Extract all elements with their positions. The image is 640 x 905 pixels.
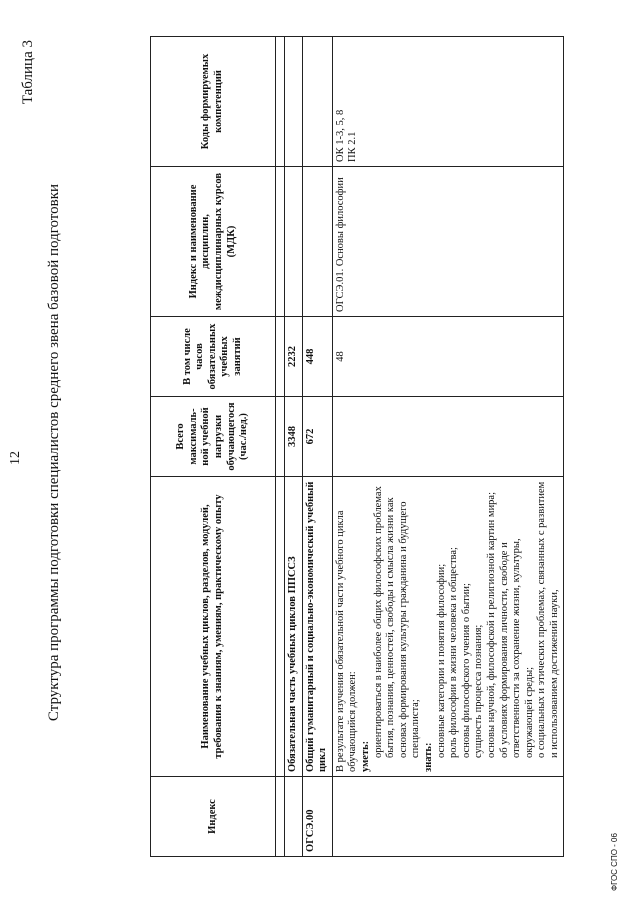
header-mandatory-hours: В том числе часов обязательных учебных занятий: [151, 317, 276, 397]
ogse-hours: 448: [302, 317, 332, 397]
document-title: Структура программы подготовки специалистов среднего звена базовой подготовки: [46, 183, 62, 722]
ogse-max: 672: [302, 397, 332, 477]
table-row: [302, 37, 332, 857]
header-row: [151, 37, 276, 857]
header-discipline: Индекс и наименование дисциплин, междисциплинарных курсов (МДК): [151, 167, 276, 317]
mandatory-part-name: Обязательная часть учебных циклов ППССЗ: [285, 477, 303, 777]
header-codes: Коды формируемых компетенций: [151, 37, 276, 167]
ogse-name: Общий гуманитарный и социально-экономический учебный цикл: [302, 477, 332, 777]
requirement-line: о социальных и этических проблемах, связанных с развитием и использованием достижений науки,: [536, 481, 560, 758]
requirement-line: основы научной, философской и религиозной картин мира;: [485, 491, 497, 758]
requirement-line: об условиях формирования личности, свободе и ответственности за сохранение жизни, культуры, окружающей среды;: [498, 538, 535, 758]
table-row: [285, 37, 303, 857]
requirement-line: ориентироваться в наиболее общих философских проблемах бытия, познания, ценностей, свободы и смысла жизни как основах формирования культуры гражданина и будущего специалиста;: [372, 486, 422, 758]
mandatory-part-hours: 2232: [285, 317, 303, 397]
header-index: Индекс: [151, 777, 276, 857]
philosophy-hours: 48: [332, 317, 564, 397]
codes-line: ПК 2.1: [347, 131, 359, 162]
philosophy-codes: [332, 37, 564, 167]
requirement-line: роль философии в жизни человека и общества;: [448, 547, 460, 758]
footer-code: ФГОС СПО - 06: [610, 833, 619, 891]
requirement-line: основные категории и понятия философии;: [435, 563, 447, 758]
table-label: Таблица 3: [20, 40, 36, 105]
requirement-line: уметь:: [359, 740, 371, 772]
curriculum-table: [150, 36, 564, 857]
header-max-load: Всего максималь-ной учебной нагрузки обучающегося (час./нед.): [151, 397, 276, 477]
requirement-line: основы философского учения о бытии;: [460, 583, 472, 758]
codes-line: ОК 1-3, 5, 8: [334, 109, 346, 162]
header-name: Наименование учебных циклов, разделов, модулей, требования к знаниям, умениям, практическому опыту: [151, 477, 276, 777]
mandatory-part-max: 3348: [285, 397, 303, 477]
philosophy-requirements: [332, 477, 564, 777]
page-number: 12: [8, 451, 23, 465]
requirement-line: сущность процесса познания;: [473, 624, 485, 758]
ogse-index: ОГСЭ.00: [302, 777, 332, 857]
spacer-row: [276, 37, 285, 857]
requirement-line: знать:: [422, 742, 434, 772]
table-row: [332, 37, 564, 857]
requirement-line: В результате изучения обязательной части учебного цикла обучающийся должен:: [334, 510, 359, 772]
philosophy-discipline: ОГСЭ.01. Основы философии: [332, 167, 564, 317]
